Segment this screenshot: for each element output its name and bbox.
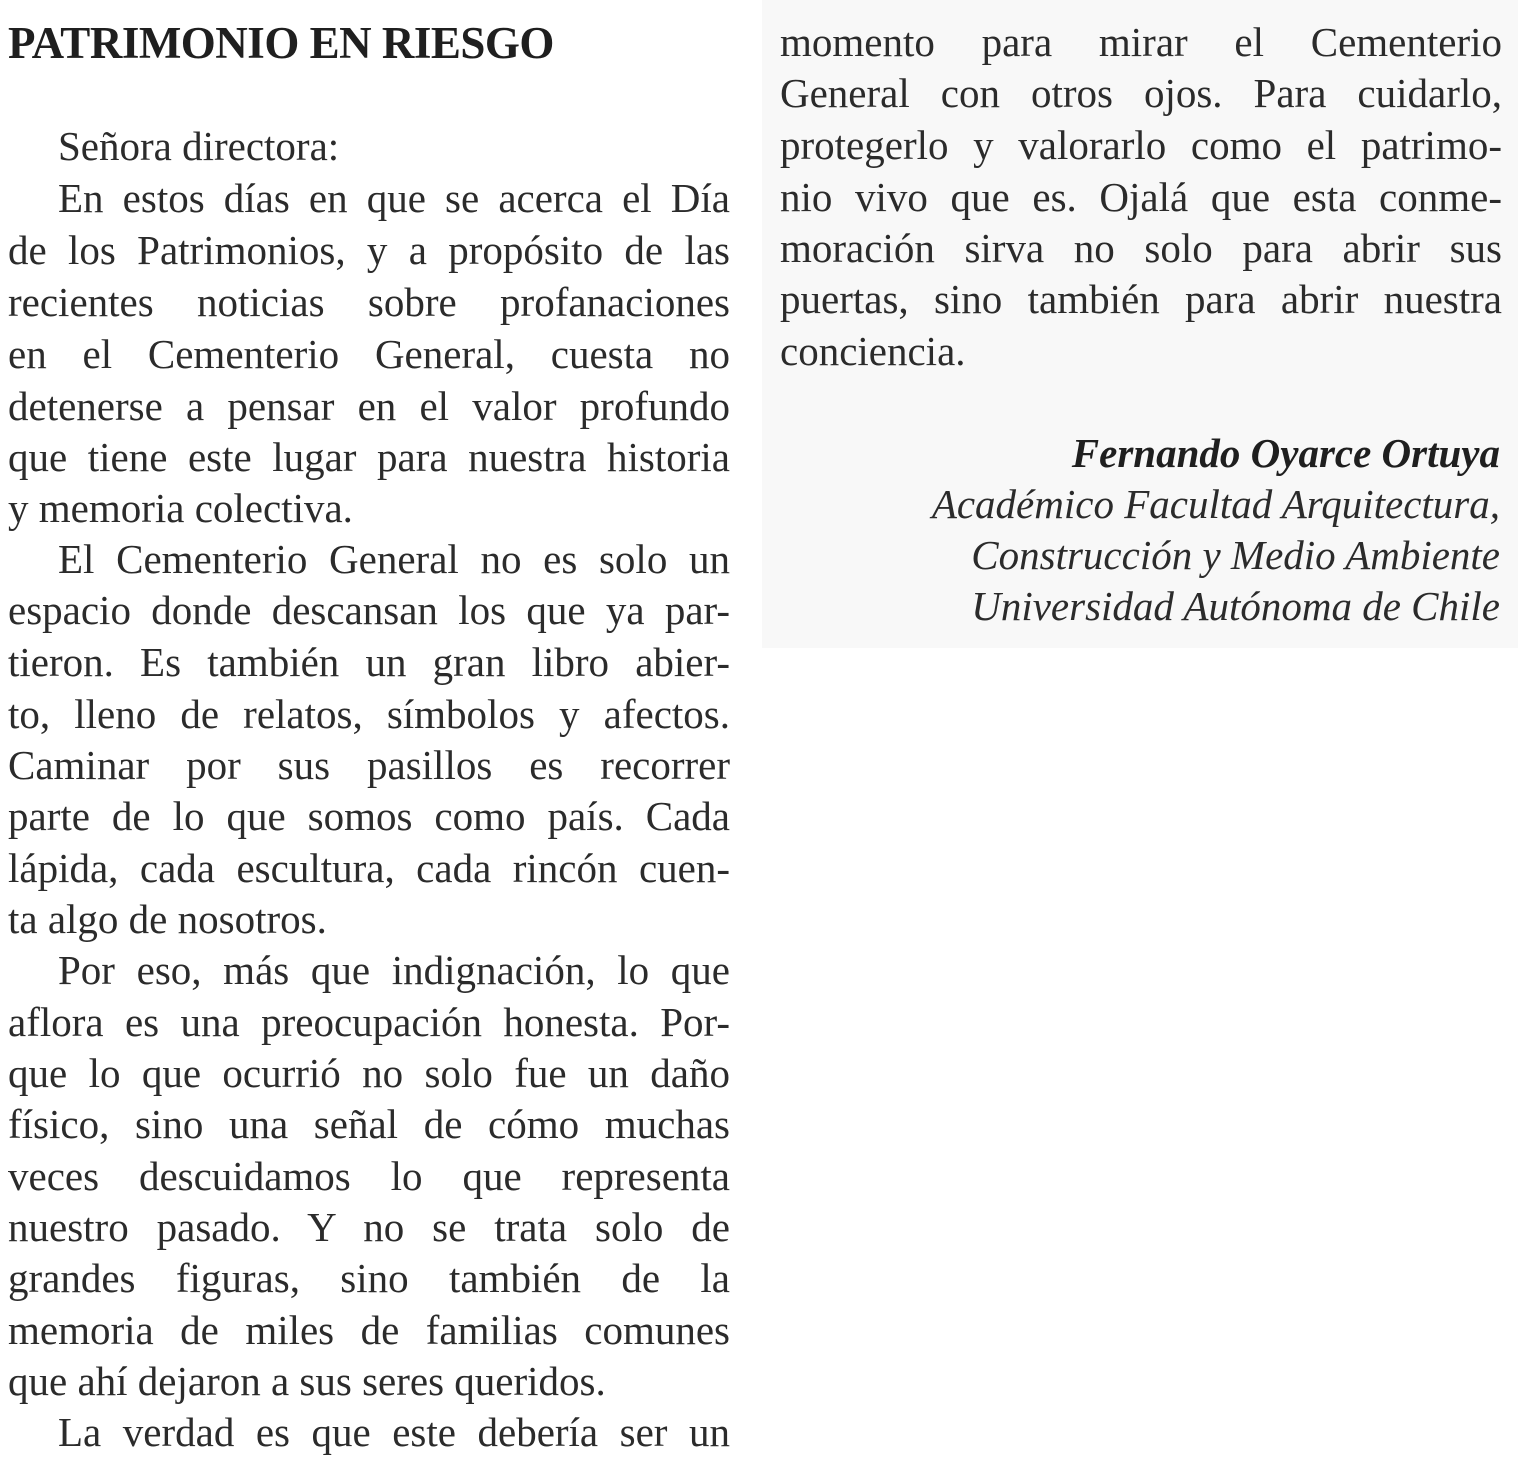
paragraph-line: recientes noticias sobre profanaciones <box>8 279 730 325</box>
paragraph-line: veces descuidamos lo que representa <box>8 1153 730 1199</box>
paragraph-line: aflora es una preocupación honesta. Por- <box>8 999 730 1045</box>
paragraph-line: La verdad es que este debería ser un <box>58 1409 730 1455</box>
paragraph-line: Por eso, más que indignación, lo que <box>58 947 730 993</box>
right-column <box>762 0 1518 648</box>
paragraph-line: de los Patrimonios, y a propósito de las <box>8 227 730 273</box>
paragraph-line: grandes figuras, sino también de la <box>8 1255 730 1301</box>
paragraph-line: en el Cementerio General, cuesta no <box>8 331 730 377</box>
left-column <box>8 0 730 1472</box>
signature-title: Construcción y Medio Ambiente <box>971 532 1500 578</box>
paragraph-line: conciencia. <box>780 328 966 374</box>
paragraph-line: nio vivo que es. Ojalá que esta conme- <box>780 174 1502 220</box>
paragraph-line: protegerlo y valorarlo como el patrimo- <box>780 122 1502 168</box>
paragraph-line: que lo que ocurrió no solo fue un daño <box>8 1050 730 1096</box>
signature-name: Fernando Oyarce Ortuya <box>1071 430 1500 476</box>
paragraph-line: ta algo de nosotros. <box>8 896 327 942</box>
paragraph-line: detenerse a pensar en el valor profundo <box>8 383 730 429</box>
paragraph-line: físico, sino una señal de cómo muchas <box>8 1101 730 1147</box>
headline: PATRIMONIO EN RIESGO <box>8 18 554 68</box>
paragraph-line: memoria de miles de familias comunes <box>8 1307 730 1353</box>
paragraph-line: y memoria colectiva. <box>8 485 353 531</box>
paragraph-line: Señora directora: <box>58 123 340 169</box>
paragraph-line: tieron. Es también un gran libro abier- <box>8 639 730 685</box>
paragraph-line: que ahí dejaron a sus seres queridos. <box>8 1358 606 1404</box>
paragraph-line: En estos días en que se acerca el Día <box>58 175 730 221</box>
paragraph-line: puertas, sino también para abrir nuestra <box>780 276 1502 322</box>
paragraph-line: momento para mirar el Cementerio <box>780 19 1502 65</box>
paragraph-line: to, lleno de relatos, símbolos y afectos. <box>8 691 730 737</box>
paragraph-line: lápida, cada escultura, cada rincón cuen- <box>8 845 730 891</box>
paragraph-line: moración sirva no solo para abrir sus <box>780 225 1502 271</box>
paragraph-line: parte de lo que somos como país. Cada <box>8 793 730 839</box>
paragraph-line: El Cementerio General no es solo un <box>58 536 730 582</box>
paragraph-line: espacio donde descansan los que ya par- <box>8 587 730 633</box>
paragraph-line: nuestro pasado. Y no se trata solo de <box>8 1204 730 1250</box>
paragraph-line: que tiene este lugar para nuestra historia <box>8 434 730 480</box>
paragraph-line: Caminar por sus pasillos es recorrer <box>8 742 730 788</box>
paragraph-line: General con otros ojos. Para cuidarlo, <box>780 70 1502 116</box>
signature-affiliation: Universidad Autónoma de Chile <box>971 583 1500 629</box>
signature-title: Académico Facultad Arquitectura, <box>931 481 1500 527</box>
